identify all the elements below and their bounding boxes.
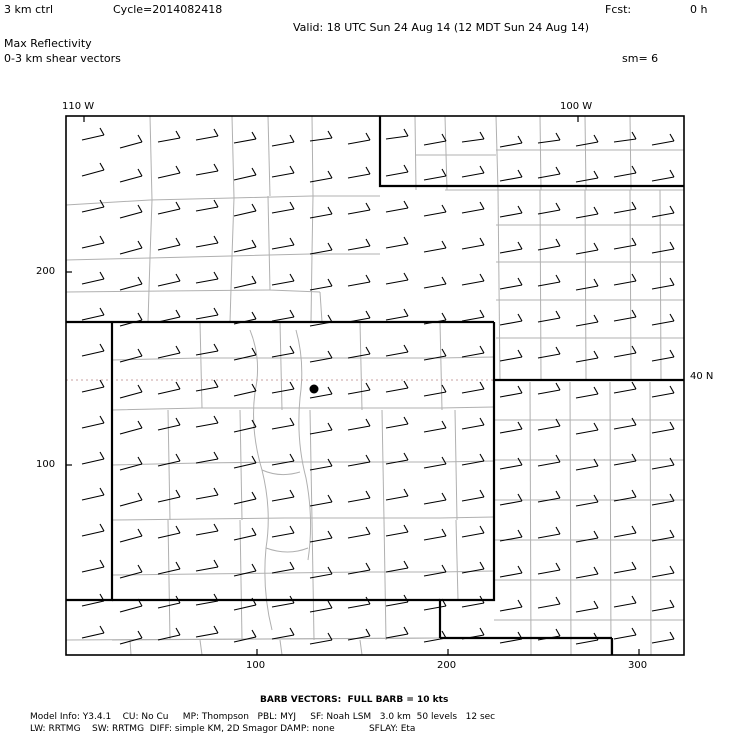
header-field-line1: Max Reflectivity xyxy=(4,37,92,50)
header-fcst-hour: 0 h xyxy=(690,3,708,16)
axis-ytick-100: 100 xyxy=(36,459,56,470)
model-info-l2: LW: RRTMG SW: RRTMG DIFF: simple KM, 2D Smagor DAMP: none SFLAY: Eta xyxy=(30,724,416,734)
barb-legend: BARB VECTORS: FULL BARB = 10 kts xyxy=(260,695,449,705)
header-valid-time: Valid: 18 UTC Sun 24 Aug 14 (12 MDT Sun 24 Aug 14) xyxy=(293,21,590,34)
header-fcst-label: Fcst: xyxy=(605,3,632,16)
axis-label-lat-40: 40 N xyxy=(690,371,714,382)
header-cycle-label: Cycle=2014082418 xyxy=(113,3,223,16)
axis-xtick-100: 100 xyxy=(246,660,266,671)
model-info-l1: Model Info: Y3.4.1 CU: No Cu MP: Thompson PBL: MYJ SF: Noah LSM 3.0 km 50 levels 12 sec xyxy=(30,712,496,722)
axis-xtick-300: 300 xyxy=(628,660,648,671)
header-model-label: 3 km ctrl xyxy=(4,3,54,16)
axis-ytick-200: 200 xyxy=(36,266,56,277)
axis-label-lon-100: 100 W xyxy=(560,101,593,112)
axis-xtick-200: 200 xyxy=(437,660,457,671)
station-marker xyxy=(310,385,319,394)
axis-label-lon-110: 110 W xyxy=(62,101,95,112)
header-storm-motion: sm= 6 xyxy=(622,52,659,65)
header-field-line2: 0-3 km shear vectors xyxy=(4,52,121,65)
